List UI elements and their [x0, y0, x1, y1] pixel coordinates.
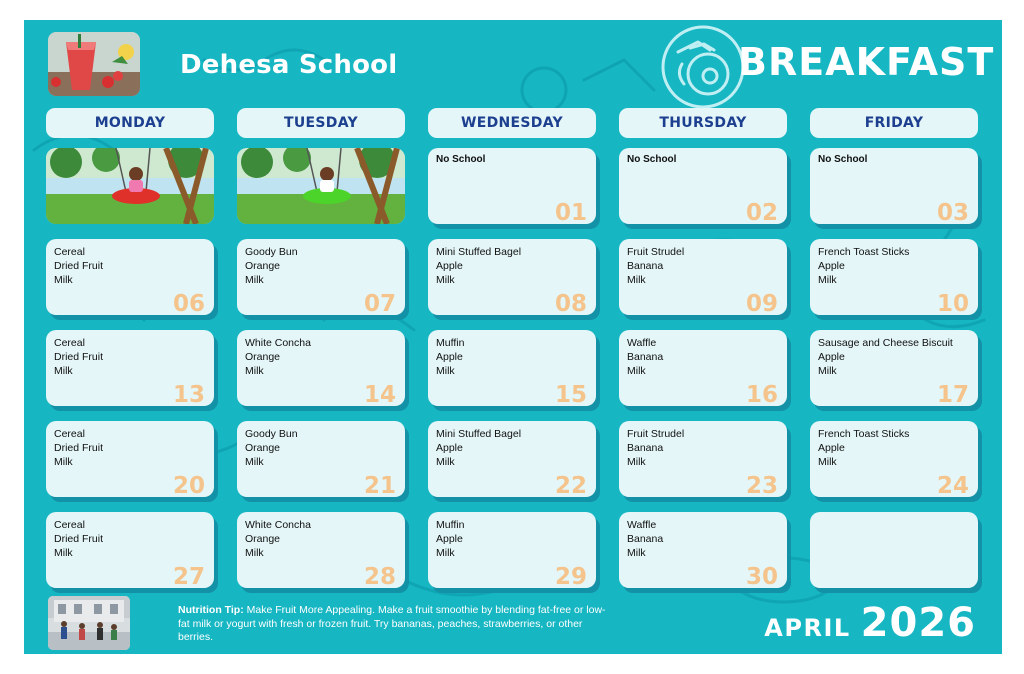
menu-item: Dried Fruit — [54, 350, 104, 363]
day-header-friday: FRIDAY — [810, 108, 978, 138]
date-number: 14 — [363, 382, 396, 408]
girl-on-swing-red-photo-image — [46, 148, 214, 224]
menu-item: Milk — [627, 455, 646, 468]
menu-list — [54, 246, 103, 287]
menu-list — [627, 246, 684, 287]
menu-poster — [24, 20, 1002, 654]
calendar-day-cell — [46, 421, 214, 497]
breakfast-title: BREAKFAST — [738, 40, 995, 84]
menu-item: Orange — [245, 441, 281, 454]
menu-item: Milk — [436, 546, 455, 559]
date-number: 23 — [745, 473, 778, 499]
date-number: 10 — [936, 291, 969, 317]
menu-list — [627, 428, 684, 469]
calendar-day-cell — [428, 512, 596, 588]
menu-item: Milk — [818, 273, 837, 286]
girl-on-swing-green-photo-image — [237, 148, 405, 224]
menu-item: Cereal — [54, 337, 85, 349]
calendar-day-cell — [46, 512, 214, 588]
calendar-day-cell — [619, 148, 787, 224]
menu-list — [245, 519, 311, 560]
calendar-day-cell — [810, 148, 978, 224]
menu-item: Cereal — [54, 246, 85, 258]
menu-list — [245, 337, 311, 378]
menu-item: Banana — [627, 259, 664, 272]
menu-list — [627, 337, 663, 378]
menu-item: Waffle — [627, 337, 657, 349]
calendar-day-cell — [428, 148, 596, 224]
calendar-day-cell — [237, 239, 405, 315]
calendar-day-cell — [428, 330, 596, 406]
menu-item: Goody Bun — [245, 428, 298, 440]
menu-item: French Toast Sticks — [818, 246, 910, 258]
calendar-day-cell — [428, 239, 596, 315]
menu-item: Apple — [818, 441, 845, 454]
day-header-wednesday: WEDNESDAY — [428, 108, 596, 138]
bottom-photo — [48, 596, 130, 650]
date-number: 29 — [554, 564, 587, 590]
girl-on-swing-green-photo — [237, 148, 405, 224]
calendar-day-cell — [237, 330, 405, 406]
calendar-day-cell — [46, 330, 214, 406]
menu-item: Milk — [54, 546, 73, 559]
menu-list — [245, 428, 298, 469]
date-number: 13 — [172, 382, 205, 408]
menu-item: Apple — [436, 532, 463, 545]
menu-item: Waffle — [627, 519, 657, 531]
menu-list — [54, 428, 103, 469]
menu-item: Sausage and Cheese Biscuit — [818, 337, 953, 349]
header-photo — [48, 32, 140, 96]
nutrition-tip-text: Make Fruit More Appealing. Make a fruit smoothie by blending fat-free or low-fat milk or yogurt with fresh or frozen fruit. Try bananas, peaches, strawberries, or other berries. — [178, 604, 606, 644]
menu-item: Cereal — [54, 519, 85, 531]
menu-item: Banana — [627, 532, 664, 545]
menu-item: Muffin — [436, 519, 465, 531]
menu-list — [818, 337, 953, 378]
date-number: 07 — [363, 291, 396, 317]
menu-item: Milk — [54, 364, 73, 377]
menu-item: Apple — [818, 350, 845, 363]
date-number: 16 — [745, 382, 778, 408]
month-year — [764, 600, 976, 646]
date-number: 02 — [745, 200, 778, 226]
no-school-note: No School — [627, 154, 677, 165]
date-number: 28 — [363, 564, 396, 590]
date-number: 09 — [745, 291, 778, 317]
date-number: 15 — [554, 382, 587, 408]
menu-item: Cereal — [54, 428, 85, 440]
students-walking-photo — [48, 596, 130, 650]
nutrition-tip — [178, 604, 608, 645]
calendar-day-cell — [428, 421, 596, 497]
date-number: 06 — [172, 291, 205, 317]
menu-item: Apple — [436, 350, 463, 363]
menu-item: Fruit Strudel — [627, 428, 685, 440]
menu-list — [818, 428, 909, 469]
day-header-thursday: THURSDAY — [619, 108, 787, 138]
menu-item: Goody Bun — [245, 246, 298, 258]
menu-list — [54, 337, 103, 378]
date-number: 01 — [554, 200, 587, 226]
menu-item: Mini Stuffed Bagel — [436, 428, 522, 440]
menu-item: Banana — [627, 350, 664, 363]
menu-list — [627, 519, 663, 560]
menu-list — [436, 337, 464, 378]
calendar-day-cell — [619, 330, 787, 406]
calendar-day-cell — [810, 421, 978, 497]
menu-item: White Concha — [245, 519, 311, 531]
menu-item: Milk — [436, 455, 455, 468]
menu-item: White Concha — [245, 337, 311, 349]
menu-list — [436, 428, 521, 469]
menu-item: Mini Stuffed Bagel — [436, 246, 522, 258]
calendar-day-cell — [619, 512, 787, 588]
menu-item: Milk — [54, 273, 73, 286]
calendar-day-cell — [810, 239, 978, 315]
menu-item: Apple — [436, 259, 463, 272]
day-header-tuesday: TUESDAY — [237, 108, 405, 138]
month-label: APRIL — [764, 614, 851, 642]
menu-item: Milk — [818, 455, 837, 468]
calendar-day-cell — [810, 330, 978, 406]
menu-list — [54, 519, 103, 560]
menu-item: Orange — [245, 532, 281, 545]
menu-list — [818, 246, 909, 287]
menu-list — [436, 519, 464, 560]
menu-item: Banana — [627, 441, 664, 454]
calendar-day-cell — [46, 239, 214, 315]
menu-item: Apple — [818, 259, 845, 272]
calendar-day-cell — [619, 421, 787, 497]
menu-item: Milk — [54, 455, 73, 468]
year-label: 2026 — [860, 600, 976, 646]
date-number: 03 — [936, 200, 969, 226]
menu-item: Milk — [245, 455, 264, 468]
menu-item: Orange — [245, 259, 281, 272]
breakfast-plate-icon — [660, 24, 746, 110]
menu-item: Muffin — [436, 337, 465, 349]
menu-item: Apple — [436, 441, 463, 454]
calendar-day-cell — [810, 512, 978, 588]
menu-item: Milk — [818, 364, 837, 377]
menu-item: Dried Fruit — [54, 532, 104, 545]
menu-item: Milk — [436, 273, 455, 286]
date-number: 21 — [363, 473, 396, 499]
menu-item: Milk — [627, 364, 646, 377]
menu-item: French Toast Sticks — [818, 428, 910, 440]
calendar-day-cell — [237, 421, 405, 497]
school-name: Dehesa School — [180, 50, 398, 80]
smoothie-fruit-photo — [48, 32, 140, 96]
menu-item: Orange — [245, 350, 281, 363]
menu-item: Fruit Strudel — [627, 246, 685, 258]
date-number: 17 — [936, 382, 969, 408]
date-number: 20 — [172, 473, 205, 499]
date-number: 30 — [745, 564, 778, 590]
menu-item: Milk — [436, 364, 455, 377]
menu-item: Milk — [245, 546, 264, 559]
date-number: 27 — [172, 564, 205, 590]
no-school-note: No School — [818, 154, 868, 165]
menu-item: Dried Fruit — [54, 441, 104, 454]
menu-item: Milk — [245, 364, 264, 377]
menu-item: Milk — [627, 546, 646, 559]
menu-item: Dried Fruit — [54, 259, 104, 272]
menu-list — [245, 246, 298, 287]
girl-on-swing-red-photo — [46, 148, 214, 224]
date-number: 24 — [936, 473, 969, 499]
calendar-day-cell — [237, 512, 405, 588]
calendar-day-cell — [619, 239, 787, 315]
date-number: 08 — [554, 291, 587, 317]
menu-list — [436, 246, 521, 287]
menu-item: Milk — [627, 273, 646, 286]
nutrition-tip-label: Nutrition Tip: — [178, 604, 244, 616]
menu-item: Milk — [245, 273, 264, 286]
no-school-note: No School — [436, 154, 486, 165]
date-number: 22 — [554, 473, 587, 499]
day-header-monday: MONDAY — [46, 108, 214, 138]
